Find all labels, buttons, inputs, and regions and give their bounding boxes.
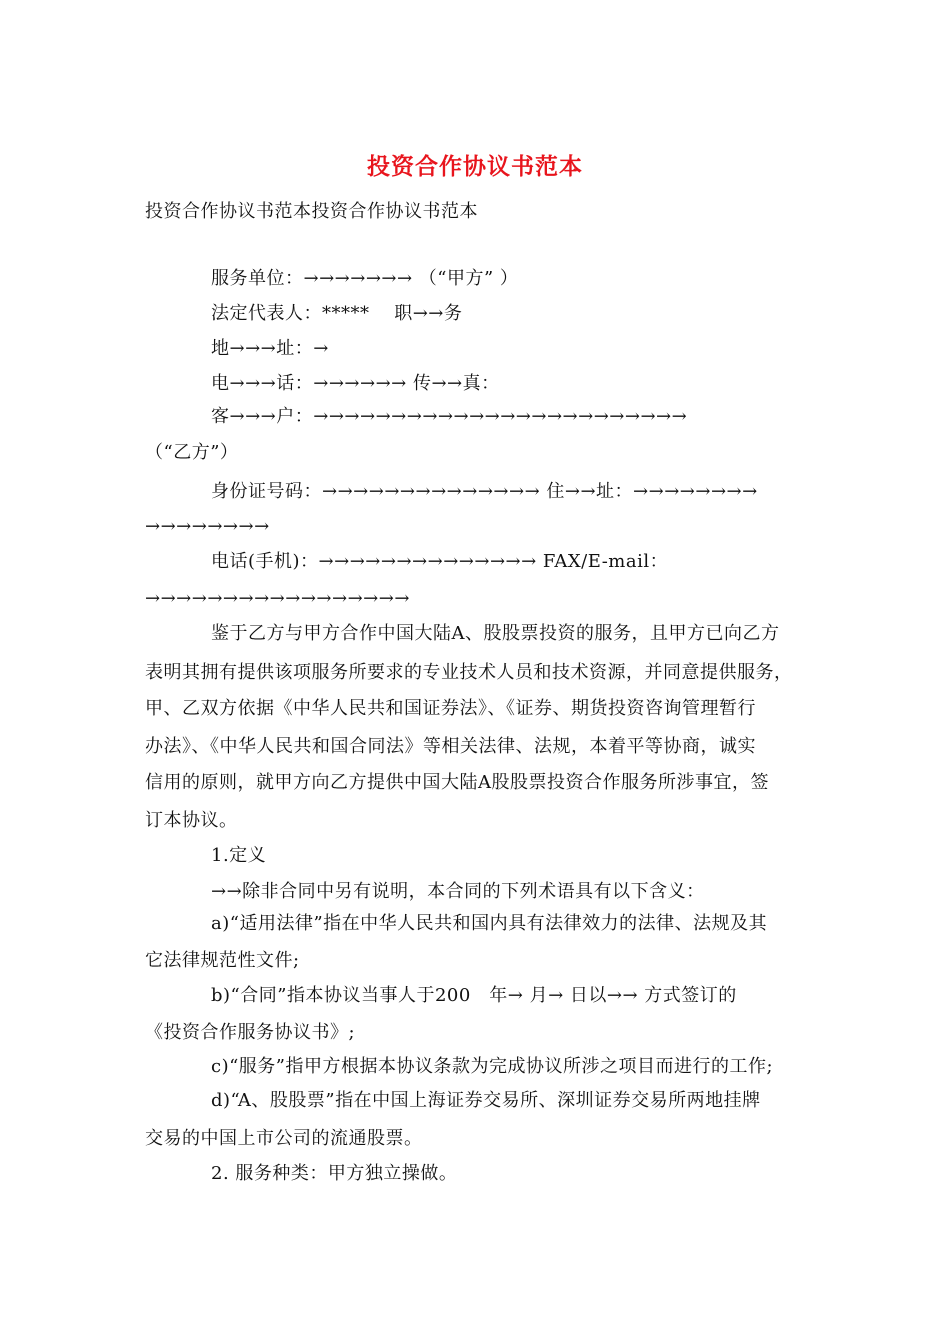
field-mobile-fax: 电话(手机)：→→→→→→→→→→→→→→ FAX/E-mail：	[211, 551, 669, 572]
field-id-address-cont: →→→→→→→→	[145, 516, 270, 537]
document-title: 投资合作协议书范本	[367, 153, 583, 180]
preamble-line: 信用的原则，就甲方向乙方提供中国大陆A股股票投资合作服务所涉事宜，签	[145, 772, 769, 793]
field-client: 客→→→户：→→→→→→→→→→→→→→→→→→→→→→→→	[211, 406, 688, 427]
preamble-line: 表明其拥有提供该项服务所要求的专业技术人员和技术资源，并同意提供服务，	[145, 662, 793, 683]
definition-d-cont: 交易的中国上市公司的流通股票。	[145, 1128, 423, 1149]
preamble-line: 鉴于乙方与甲方合作中国大陆A、股股票投资的服务，且甲方已向乙方	[211, 623, 780, 644]
field-phone-fax: 电→→→话：→→→→→→ 传→→真：	[211, 373, 500, 394]
definition-a-cont: 它法律规范性文件;	[145, 950, 300, 971]
field-service-unit: 服务单位：→→→→→→→ （“甲方” ）	[211, 268, 519, 289]
field-party-b: （“乙方”）	[145, 442, 239, 463]
definition-b: b)“合同”指本协议当事人于200 年→ 月→ 日以→→ 方式签订的	[211, 985, 737, 1006]
definition-a: a)“适用法律”指在中华人民共和国内具有法律效力的法律、法规及其	[211, 913, 768, 934]
section-2-heading: 2. 服务种类：甲方独立操做。	[211, 1163, 458, 1184]
definition-b-cont: 《投资合作服务协议书》;	[145, 1022, 356, 1043]
field-mobile-fax-cont: →→→→→→→→→→→→→→→→→	[145, 588, 410, 609]
document-subtitle: 投资合作协议书范本投资合作协议书范本	[145, 201, 478, 222]
preamble-line: 办法》、《中华人民共和国合同法》等相关法律、法规，本着平等协商，诚实	[145, 736, 756, 757]
preamble-line: 订本协议。	[145, 810, 238, 831]
preamble-line: 甲、乙双方依据《中华人民共和国证券法》、《证券、期货投资咨询管理暂行	[145, 698, 756, 719]
definition-c: c)“服务”指甲方根据本协议条款为完成协议所涉之项目而进行的工作;	[211, 1056, 774, 1077]
definition-d: d)“A、股股票”指在中国上海证券交易所、深圳证券交易所两地挂牌	[211, 1090, 761, 1111]
field-legal-rep: 法定代表人：***** 职→→务	[211, 303, 463, 324]
field-id-address: 身份证号码：→→→→→→→→→→→→→→ 住→→址：→→→→→→→→	[211, 481, 758, 502]
section-1-heading: 1.定义	[211, 845, 267, 866]
field-address: 地→→→址：→	[211, 338, 329, 359]
section-1-intro: →→除非合同中另有说明，本合同的下列术语具有以下含义：	[211, 881, 705, 902]
